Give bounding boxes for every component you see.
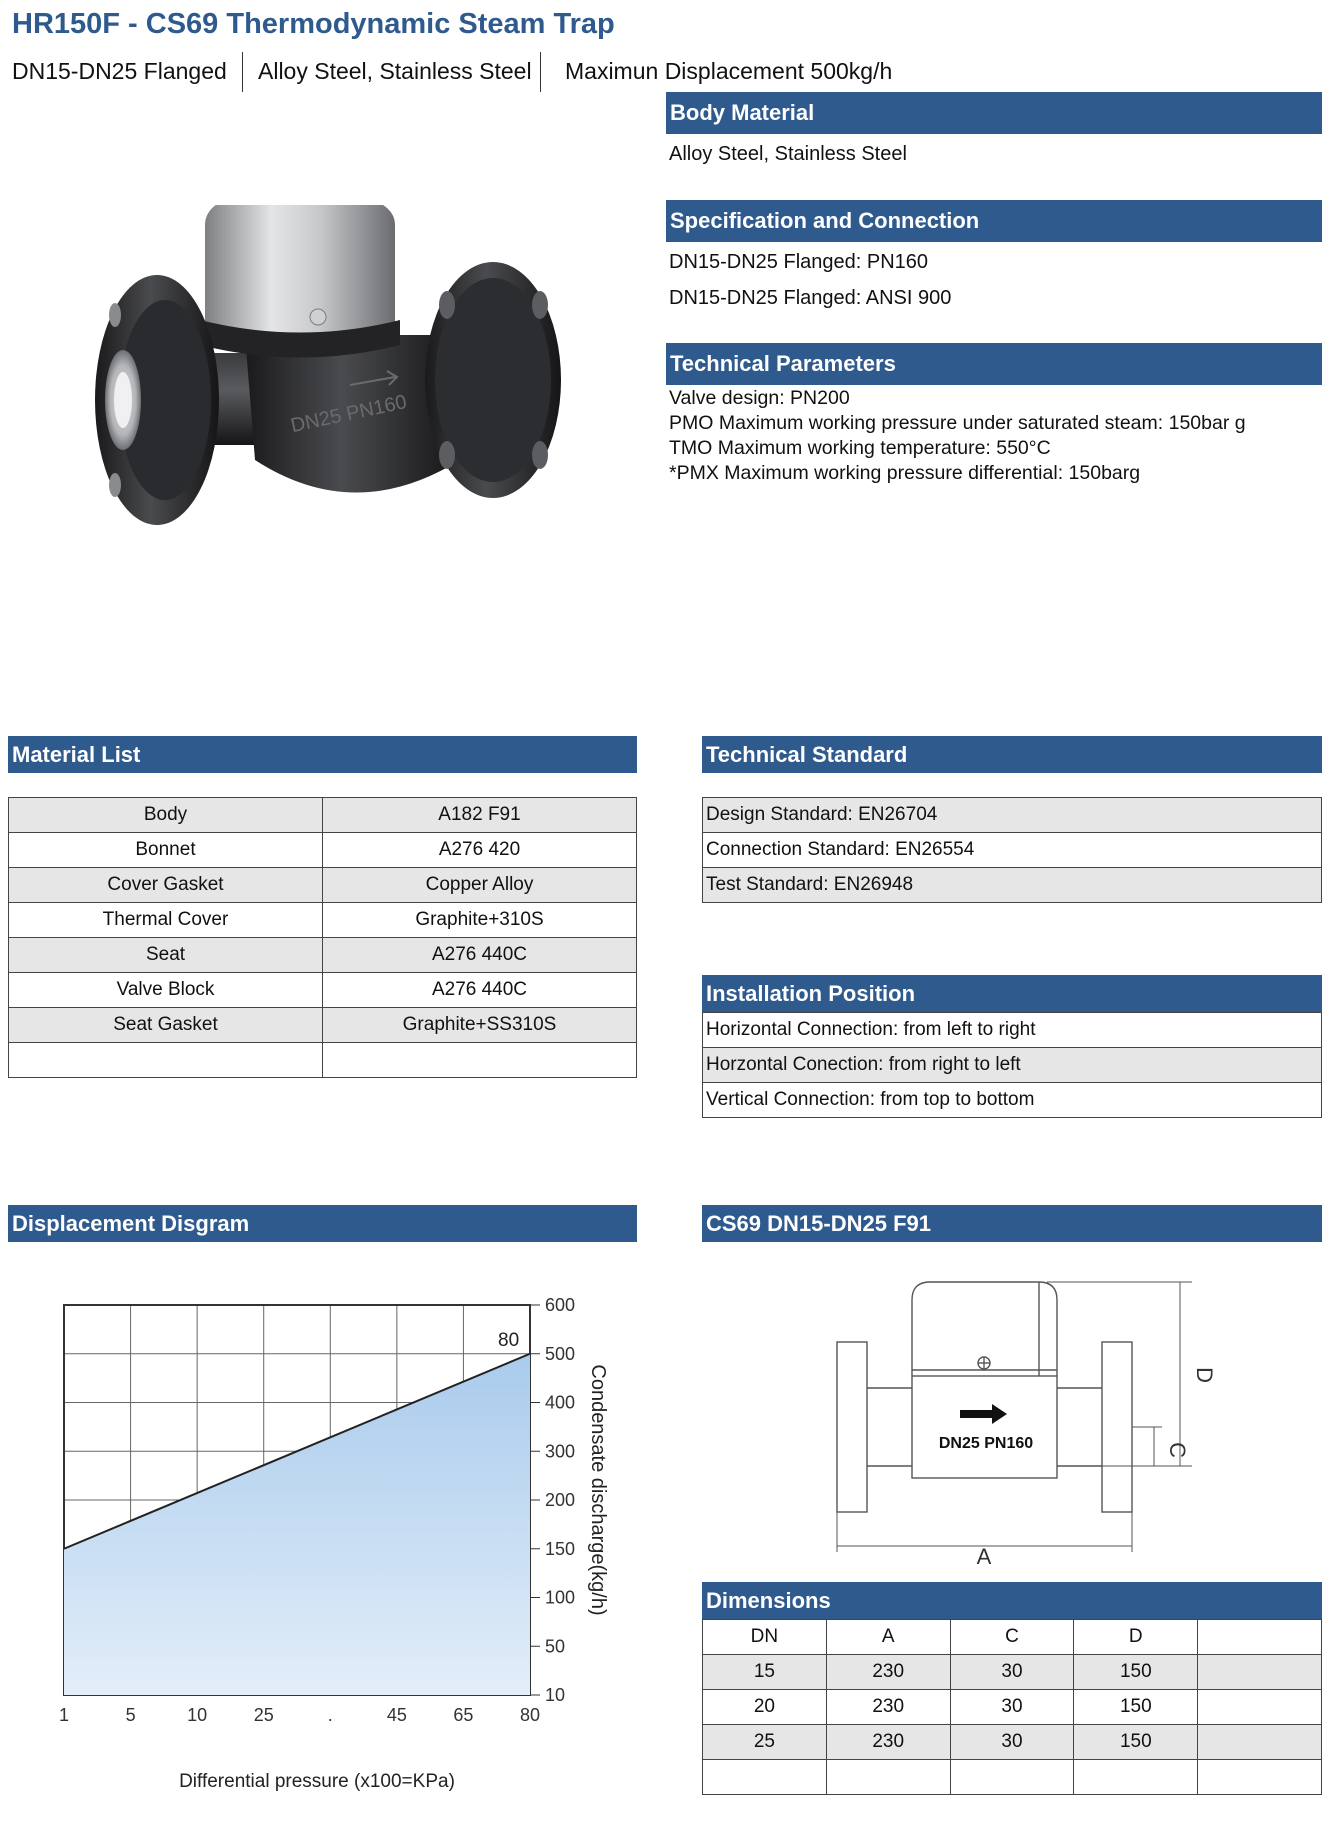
- tech-param-line: PMO Maximum working pressure under saturated steam: 150bar g: [669, 412, 1246, 434]
- table-row: [703, 1725, 1322, 1760]
- table-row: [9, 1043, 637, 1078]
- table-cell: 230: [826, 1655, 950, 1690]
- drawing-header: CS69 DN15-DN25 F91: [702, 1205, 1322, 1242]
- subline-size: DN15-DN25 Flanged: [12, 58, 227, 84]
- table-row: [703, 1083, 1322, 1118]
- table-cell: 230: [826, 1725, 950, 1760]
- drawing-label-c: C: [1165, 1442, 1190, 1458]
- table-cell: 15: [703, 1655, 827, 1690]
- column-header: DN: [703, 1620, 827, 1655]
- material-part: Body: [9, 798, 323, 833]
- material-spec: A182 F91: [323, 798, 637, 833]
- body-material-value: Alloy Steel, Stainless Steel: [669, 143, 907, 165]
- chart-x-tick: 10: [187, 1705, 208, 1725]
- column-header: C: [950, 1620, 1074, 1655]
- technical-standard-header: Technical Standard: [702, 736, 1322, 773]
- standard-item: Design Standard: EN26704: [703, 798, 1322, 833]
- table-cell: [703, 1760, 827, 1795]
- table-cell: [1198, 1690, 1322, 1725]
- technical-standard-table: [702, 797, 1322, 903]
- table-row: [703, 833, 1322, 868]
- material-part: Cover Gasket: [9, 868, 323, 903]
- table-cell: 150: [1074, 1690, 1198, 1725]
- material-spec: Graphite+310S: [323, 903, 637, 938]
- spec-header: Specification and Connection: [666, 200, 1322, 242]
- material-spec: A276 440C: [323, 938, 637, 973]
- material-spec: A276 440C: [323, 973, 637, 1008]
- material-part: Valve Block: [9, 973, 323, 1008]
- chart-x-tick: 65: [453, 1705, 474, 1725]
- installation-table: [702, 1012, 1322, 1118]
- table-row: [703, 1013, 1322, 1048]
- installation-item: Horizontal Connection: from left to right: [703, 1013, 1322, 1048]
- table-row: [703, 868, 1322, 903]
- material-spec: Graphite+SS310S: [323, 1008, 637, 1043]
- standard-item: Connection Standard: EN26554: [703, 833, 1322, 868]
- chart-y-tick: 100: [545, 1587, 576, 1608]
- table-row: [9, 938, 637, 973]
- table-cell: 30: [950, 1690, 1074, 1725]
- table-row: [703, 798, 1322, 833]
- diagram-header: Displacement Disgram: [8, 1205, 637, 1242]
- table-cell: [1198, 1655, 1322, 1690]
- material-spec: A276 420: [323, 833, 637, 868]
- chart-area-fill: [64, 1354, 530, 1695]
- installation-item: Vertical Connection: from top to bottom: [703, 1083, 1322, 1118]
- column-header: [1198, 1620, 1322, 1655]
- chart-y-tick: 200: [545, 1490, 576, 1510]
- table-header-row: [703, 1620, 1322, 1655]
- material-part: Seat Gasket: [9, 1008, 323, 1043]
- chart-y-tick: 500: [545, 1343, 576, 1364]
- tech-param-line: TMO Maximum working temperature: 550°C: [669, 437, 1051, 459]
- chart-ylabel: Condensate discharge(kg/h): [587, 1364, 609, 1616]
- material-list-table: [8, 797, 637, 1078]
- table-cell: [1198, 1760, 1322, 1795]
- dimension-drawing: [702, 1270, 1322, 1570]
- table-row: [703, 1690, 1322, 1725]
- tech-param-line: *PMX Maximum working pressure differential: 150barg: [669, 462, 1141, 484]
- chart-y-tick: 150: [545, 1538, 576, 1559]
- table-row: [703, 1048, 1322, 1083]
- chart-svg: [0, 1275, 660, 1805]
- material-part: Bonnet: [9, 833, 323, 868]
- tech-params-header: Technical Parameters: [666, 343, 1322, 385]
- installation-item: Horzontal Conection: from right to left: [703, 1048, 1322, 1083]
- installation-header: Installation Position: [702, 975, 1322, 1012]
- chart-x-tick: 5: [125, 1705, 136, 1725]
- chart-x-tick: 45: [386, 1705, 407, 1725]
- material-spec: Copper Alloy: [323, 868, 637, 903]
- standard-item: Test Standard: EN26948: [703, 868, 1322, 903]
- drawing-label-a: A: [976, 1544, 992, 1569]
- chart-x-tick: 25: [253, 1705, 274, 1725]
- table-cell: 25: [703, 1725, 827, 1760]
- material-part: [9, 1043, 323, 1078]
- chart-y-tick: 300: [545, 1441, 576, 1462]
- subline-divider: [540, 52, 541, 92]
- table-cell: 30: [950, 1655, 1074, 1690]
- table-cell: [826, 1760, 950, 1795]
- table-cell: [1198, 1725, 1322, 1760]
- body-material-header: Body Material: [666, 92, 1322, 134]
- chart-annotation: 80: [498, 1329, 520, 1351]
- table-cell: 30: [950, 1725, 1074, 1760]
- body-marking-text: DN25 PN160: [288, 391, 409, 438]
- subline-divider: [242, 52, 243, 92]
- table-cell: [950, 1760, 1074, 1795]
- dimensions-header: Dimensions: [702, 1582, 1322, 1619]
- table-cell: [1074, 1760, 1198, 1795]
- tech-param-line: Valve design: PN200: [669, 387, 850, 409]
- chart-x-tick: 80: [519, 1705, 541, 1725]
- subline-material: Alloy Steel, Stainless Steel: [258, 58, 532, 84]
- table-row: [703, 1655, 1322, 1690]
- spec-line: DN15-DN25 Flanged: PN160: [669, 251, 929, 273]
- drawing-marking: DN25 PN160: [938, 1435, 1034, 1452]
- table-row: [9, 1008, 637, 1043]
- displacement-chart: [0, 1275, 660, 1805]
- table-row: [703, 1760, 1322, 1795]
- page-title: HR150F - CS69 Thermodynamic Steam Trap: [12, 8, 615, 40]
- drawing-label-d: D: [1192, 1367, 1217, 1383]
- dimensions-table: [702, 1619, 1322, 1795]
- chart-y-tick: 50: [545, 1636, 566, 1657]
- table-row: [9, 798, 637, 833]
- material-list-header: Material List: [8, 736, 637, 773]
- table-cell: 20: [703, 1690, 827, 1725]
- chart-x-tick: .: [327, 1705, 333, 1725]
- subline-displacement: Maximun Displacement 500kg/h: [565, 58, 893, 84]
- chart-y-tick: 600: [545, 1295, 576, 1315]
- table-cell: 150: [1074, 1655, 1198, 1690]
- chart-y-tick: 10: [545, 1685, 566, 1705]
- table-cell: 150: [1074, 1725, 1198, 1760]
- table-row: [9, 868, 637, 903]
- chart-xlabel: Differential pressure (x100=KPa): [179, 1771, 455, 1792]
- material-part: Seat: [9, 938, 323, 973]
- table-row: [9, 833, 637, 868]
- material-part: Thermal Cover: [9, 903, 323, 938]
- chart-x-tick: 1: [58, 1705, 70, 1725]
- table-row: [9, 973, 637, 1008]
- material-spec: [323, 1043, 637, 1078]
- table-cell: 230: [826, 1690, 950, 1725]
- table-row: [9, 903, 637, 938]
- column-header: A: [826, 1620, 950, 1655]
- chart-y-tick: 400: [545, 1392, 576, 1413]
- spec-line: DN15-DN25 Flanged: ANSI 900: [669, 287, 952, 309]
- product-image: [95, 205, 585, 605]
- column-header: D: [1074, 1620, 1198, 1655]
